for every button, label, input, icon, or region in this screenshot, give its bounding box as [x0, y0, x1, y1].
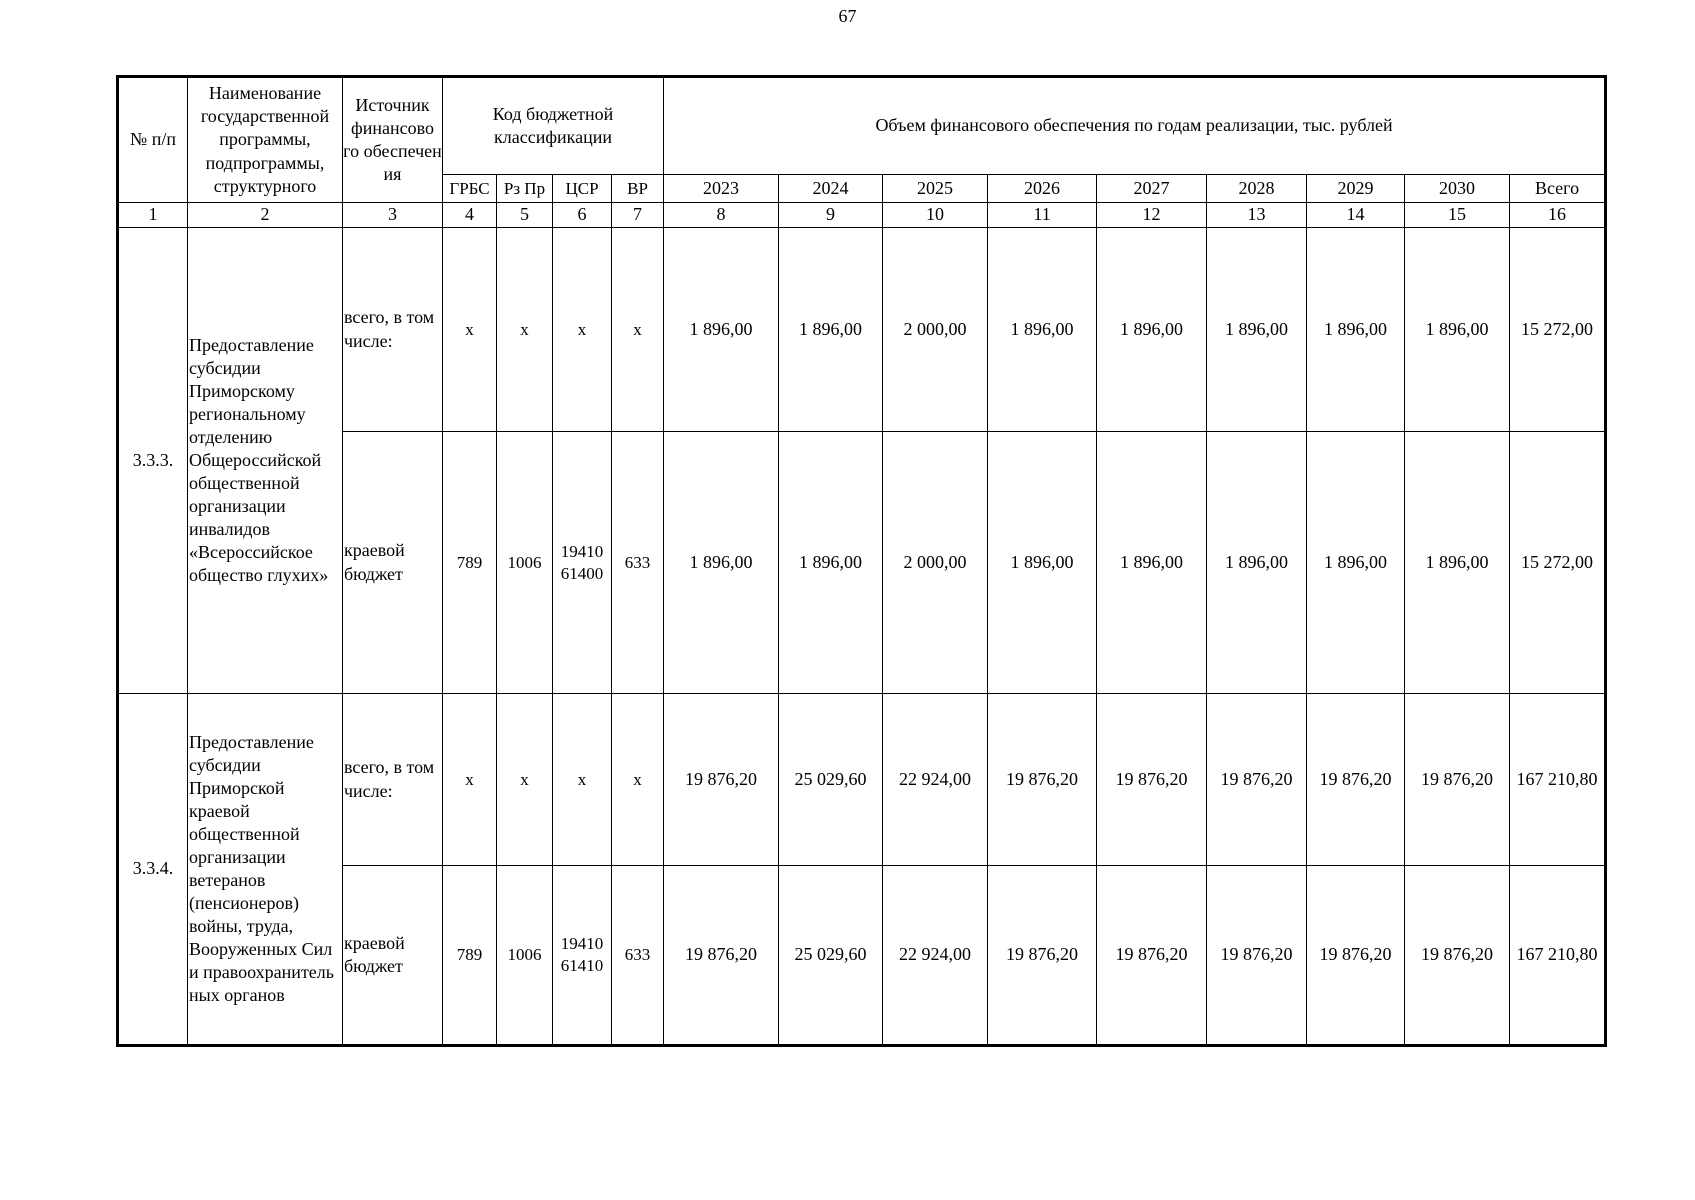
csr-cell	[553, 228, 612, 432]
value-2027: 1 896,00	[1097, 228, 1207, 432]
column-number: 15	[1405, 203, 1510, 228]
column-number: 9	[779, 203, 883, 228]
value-2028: 1 896,00	[1207, 432, 1307, 694]
value-2027: 19 876,20	[1097, 694, 1207, 866]
value-2023: 19 876,20	[664, 866, 779, 1046]
column-number: 1	[118, 203, 188, 228]
value-total: 15 272,00	[1510, 228, 1606, 432]
value-2023: 1 896,00	[664, 432, 779, 694]
value-2024: 1 896,00	[779, 228, 883, 432]
value-2026: 1 896,00	[988, 228, 1097, 432]
value-2025: 2 000,00	[883, 432, 988, 694]
value-2030: 1 896,00	[1405, 432, 1510, 694]
column-number: 7	[612, 203, 664, 228]
header-year-2026: 2026	[988, 175, 1097, 203]
value-2029: 1 896,00	[1307, 228, 1405, 432]
header-source: Источник финансово го обеспечен ия	[343, 77, 443, 203]
budget-table	[116, 75, 1607, 1047]
value-2030: 19 876,20	[1405, 694, 1510, 866]
header-volume: Объем финансового обеспечения по годам реализации, тыс. рублей	[664, 77, 1606, 175]
value-2023: 19 876,20	[664, 694, 779, 866]
item-name: Предоставление субсидии Приморскому региональному отделению Общероссийской общественной организации инвалидов «Всероссийское общество глухих»	[188, 228, 343, 694]
column-number: 14	[1307, 203, 1405, 228]
value-2023: 1 896,00	[664, 228, 779, 432]
value-2024: 25 029,60	[779, 694, 883, 866]
page-number: 67	[838, 6, 857, 26]
header-year-2025: 2025	[883, 175, 988, 203]
column-number: 12	[1097, 203, 1207, 228]
csr-cell	[553, 866, 612, 1046]
value-2025: 22 924,00	[883, 866, 988, 1046]
vr-cell: х	[612, 694, 664, 866]
csr-part-1: 19410	[560, 934, 604, 954]
grbs-cell: 789	[443, 432, 497, 694]
header-csr: ЦСР	[553, 175, 612, 203]
value-2028: 19 876,20	[1207, 866, 1307, 1046]
csr-part-2: 61410	[560, 956, 604, 975]
value-2027: 19 876,20	[1097, 866, 1207, 1046]
csr-cell	[553, 694, 612, 866]
grbs-cell: 789	[443, 866, 497, 1046]
header-grbs: ГРБС	[443, 175, 497, 203]
rzpr-cell: х	[497, 228, 553, 432]
rzpr-cell: 1006	[497, 432, 553, 694]
header-total: Всего	[1510, 175, 1606, 203]
column-number: 13	[1207, 203, 1307, 228]
table-row	[118, 228, 1606, 432]
value-2029: 19 876,20	[1307, 866, 1405, 1046]
header-kbk: Код бюджетной классификации	[443, 77, 664, 175]
column-numbers-row	[118, 203, 1606, 228]
column-number: 10	[883, 203, 988, 228]
column-number: 16	[1510, 203, 1606, 228]
csr-part-1: х	[577, 319, 587, 339]
item-name: Предоставление субсидии Приморской краевой общественной организации ветеранов (пенсионеров) войны, труда, Вооруженных Сил и правоохранитель ных органов	[188, 694, 343, 1046]
value-2025: 22 924,00	[883, 694, 988, 866]
header-year-2023: 2023	[664, 175, 779, 203]
rzpr-cell: х	[497, 694, 553, 866]
value-2028: 1 896,00	[1207, 228, 1307, 432]
header-rzpr: Рз Пр	[497, 175, 553, 203]
column-number: 5	[497, 203, 553, 228]
header-year-2028: 2028	[1207, 175, 1307, 203]
column-number: 11	[988, 203, 1097, 228]
value-2025: 2 000,00	[883, 228, 988, 432]
item-number: 3.3.3.	[118, 228, 188, 694]
vr-cell: 633	[612, 866, 664, 1046]
value-2026: 1 896,00	[988, 432, 1097, 694]
value-total: 167 210,80	[1510, 694, 1606, 866]
header-name: Наименование государственной программы, подпрограммы, структурного	[188, 77, 343, 203]
header-vr: ВР	[612, 175, 664, 203]
funding-source: всего, в том числе:	[343, 694, 443, 866]
value-2024: 1 896,00	[779, 432, 883, 694]
value-2026: 19 876,20	[988, 694, 1097, 866]
item-number: 3.3.4.	[118, 694, 188, 1046]
table-row	[118, 694, 1606, 866]
vr-cell: 633	[612, 432, 664, 694]
value-2027: 1 896,00	[1097, 432, 1207, 694]
value-2024: 25 029,60	[779, 866, 883, 1046]
value-total: 15 272,00	[1510, 432, 1606, 694]
header-year-2029: 2029	[1307, 175, 1405, 203]
grbs-cell: х	[443, 228, 497, 432]
value-2030: 1 896,00	[1405, 228, 1510, 432]
funding-source: всего, в том числе:	[343, 228, 443, 432]
grbs-cell: х	[443, 694, 497, 866]
value-2029: 19 876,20	[1307, 694, 1405, 866]
csr-part-1: х	[577, 769, 587, 789]
rzpr-cell: 1006	[497, 866, 553, 1046]
column-number: 4	[443, 203, 497, 228]
header-year-2030: 2030	[1405, 175, 1510, 203]
header-row-top	[118, 77, 1606, 175]
csr-part-2: 61400	[560, 563, 604, 583]
value-total: 167 210,80	[1510, 866, 1606, 1046]
header-year-2027: 2027	[1097, 175, 1207, 203]
value-2028: 19 876,20	[1207, 694, 1307, 866]
funding-source: краевой бюджет	[343, 432, 443, 694]
value-2030: 19 876,20	[1405, 866, 1510, 1046]
column-number: 3	[343, 203, 443, 228]
column-number: 8	[664, 203, 779, 228]
header-num: № п/п	[118, 77, 188, 203]
vr-cell: х	[612, 228, 664, 432]
column-number: 2	[188, 203, 343, 228]
csr-cell	[553, 432, 612, 694]
header-year-2024: 2024	[779, 175, 883, 203]
column-number: 6	[553, 203, 612, 228]
funding-source: краевой бюджет	[343, 866, 443, 1046]
csr-part-1: 19410	[560, 541, 604, 561]
value-2029: 1 896,00	[1307, 432, 1405, 694]
value-2026: 19 876,20	[988, 866, 1097, 1046]
